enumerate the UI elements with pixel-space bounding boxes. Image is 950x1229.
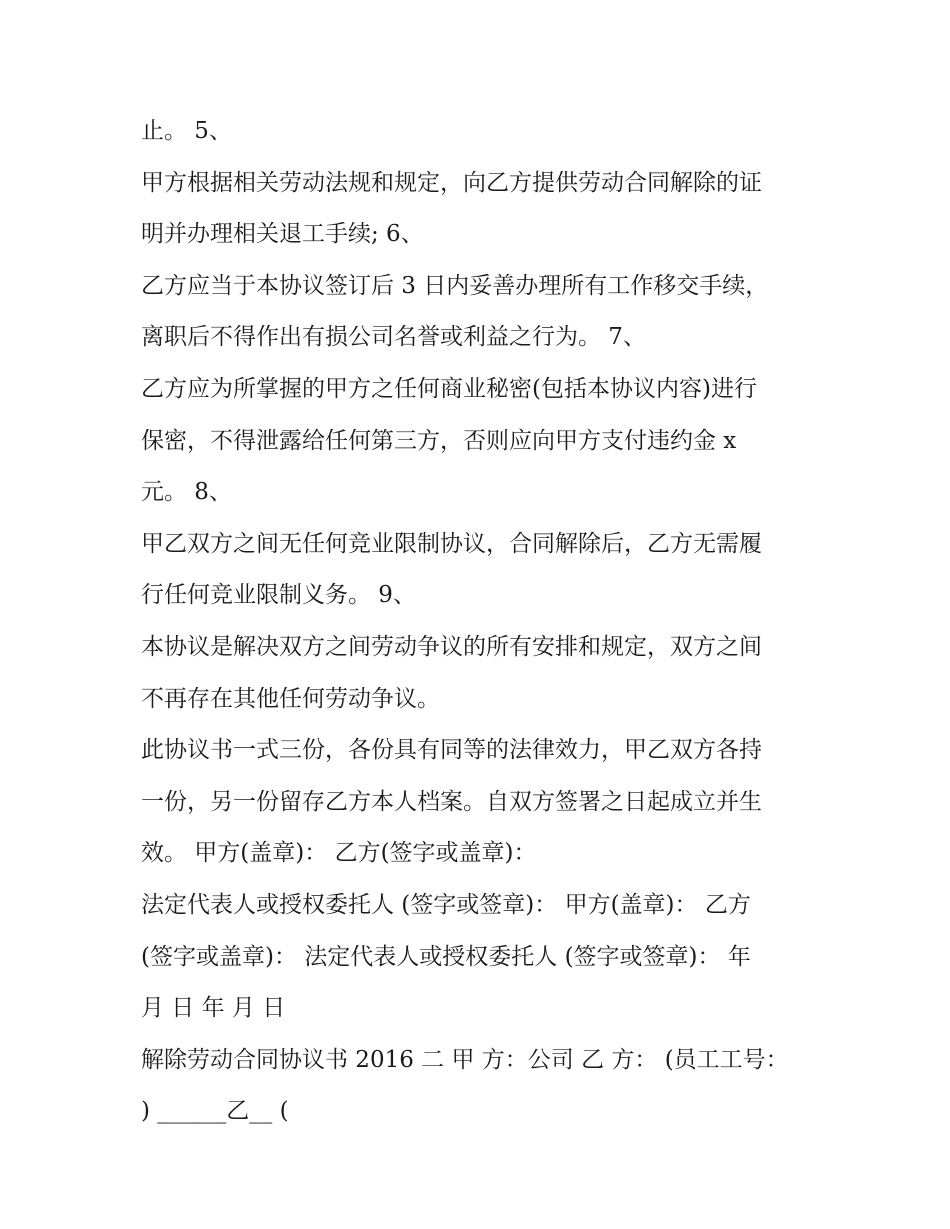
text-line: 甲乙双方之间无任何竞业限制协议，合同解除后，乙方无需履	[141, 530, 762, 557]
document-title-line: 解除劳动合同协议书 2016 二 甲 方：公司 乙 方： (员工工号：	[141, 1046, 789, 1073]
text-line: 保密，不得泄露给任何第三方，否则应向甲方支付违约金 x	[141, 427, 737, 454]
text-line: 一份，另一份留存乙方本人档案。自双方签署之日起成立并生	[141, 788, 762, 815]
text-line: 甲方根据相关劳动法规和规定，向乙方提供劳动合同解除的证	[141, 169, 762, 196]
date-line: 月 日 年 月 日	[141, 995, 286, 1022]
blank-fill-line: ) ______乙__ (	[141, 1098, 289, 1125]
text-line: 元。 8、	[141, 479, 232, 506]
text-line: 乙方应当于本协议签订后 3 日内妥善办理所有工作移交手续，	[141, 272, 769, 299]
text-line: 止。 5、	[141, 118, 232, 144]
signature-line: (签字或盖章)： 法定代表人或授权委托人 (签字或签章)： 年	[141, 943, 751, 970]
text-line: 乙方应为所掌握的甲方之任何商业秘密(包括本协议内容)进行	[141, 375, 757, 402]
text-line: 行任何竞业限制义务。 9、	[141, 582, 416, 609]
text-line: 离职后不得作出有损公司名誉或利益之行为。 7、	[141, 324, 646, 351]
signature-line: 效。 甲方(盖章)： 乙方(签字或盖章)：	[141, 840, 537, 867]
text-line: 不再存在其他任何劳动争议。	[141, 685, 440, 712]
agreement-text	[141, 106, 821, 1138]
text-line: 本协议是解决双方之间劳动争议的所有安排和规定，双方之间	[141, 633, 762, 660]
text-line: 此协议书一式三份，各份具有同等的法律效力，甲乙双方各持	[141, 737, 762, 764]
signature-line: 法定代表人或授权委托人 (签字或签章)： 甲方(盖章)： 乙方	[141, 891, 751, 918]
text-line: 明并办理相关退工手续; 6、	[141, 221, 424, 248]
